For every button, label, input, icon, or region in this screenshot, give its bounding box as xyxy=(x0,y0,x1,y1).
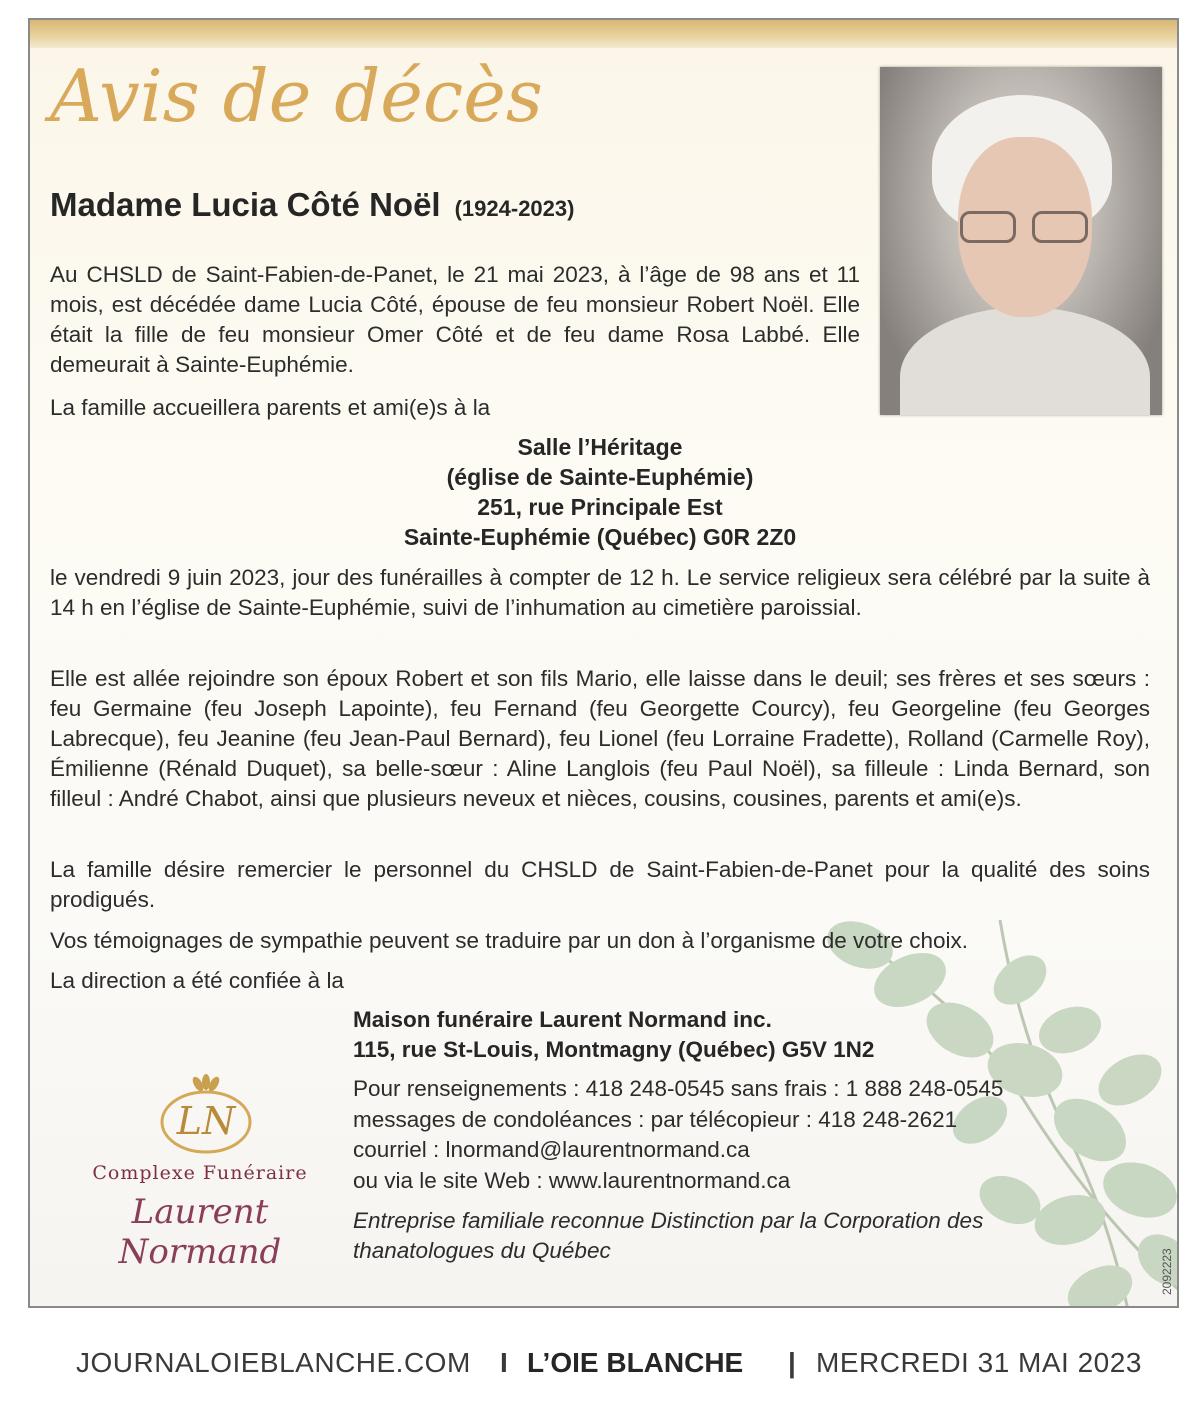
funeral-home-name xyxy=(353,1005,874,1065)
paragraph-funeral-schedule: le vendredi 9 juin 2023, jour des funérailles à compter de 12 h. Le service religieux sera célébré par la suite à 14 h en l’église de Sainte-Euphémie, suivi de l’inhumation au cimetière paroissial. xyxy=(50,565,1150,620)
paragraph-thanks: La famille désire remercier le personnel du CHSLD de Saint-Fabien-de-Panet pour la qualité des soins prodigués. xyxy=(50,857,1150,912)
funeral-home-logo xyxy=(50,1060,350,1272)
paragraph-sympathy: Vos témoignages de sympathie peuvent se traduire par un don à l’organisme de votre choix. xyxy=(50,928,969,953)
tagline-line: thanatologues du Québec xyxy=(353,1238,611,1263)
gold-top-band xyxy=(30,20,1177,48)
tagline-line: Entreprise familiale reconnue Distinction par la Corporation des xyxy=(353,1208,984,1233)
funeral-home-tagline xyxy=(353,1206,983,1266)
portrait-photo xyxy=(880,67,1162,415)
paragraph-survivors: Elle est allée rejoindre son époux Robert et son fils Mario, elle laisse dans le deuil; ses frères et ses sœurs : feu Germaine (feu Joseph Lapointe), feu Fernand (feu Georgette Courcy), feu Georgeline (feu Georges Labrecque), feu Jeanine (feu Jean-Paul Bernard), feu Lionel (feu Lorraine Fradette), Rolland (Carmelle Roy), Émilienne (Rénald Duquet), sa belle-sœur : Aline Langlois (feu Paul Noël), sa filleule : Linda Bernard, son filleul : André Chabot, ainsi que plusieurs neveux et nièces, cousins, cousines, parents et ami(e)s. xyxy=(50,666,1150,811)
contact-phone: Pour renseignements : 418 248-0545 sans frais : 1 888 248-0545 xyxy=(353,1076,1004,1101)
ad-code xyxy=(1160,1248,1174,1308)
footer-date: MERCREDI 31 MAI 2023 xyxy=(816,1347,1142,1378)
deceased-years: (1924-2023) xyxy=(454,196,575,221)
funeral-home-contact xyxy=(353,1074,1003,1196)
venue-line: 251, rue Principale Est xyxy=(477,494,723,520)
venue-line: Sainte-Euphémie (Québec) G0R 2Z0 xyxy=(403,524,797,550)
funeral-home-address: 115, rue St-Louis, Montmagny (Québec) G5V 1N2 xyxy=(353,1037,875,1062)
logo-text-laurent-normand: Laurent Normand xyxy=(118,1192,282,1272)
paragraph-direction: La direction a été confiée à la xyxy=(50,968,344,993)
venue-line: (église de Sainte-Euphémie) xyxy=(446,464,754,490)
obituary-ad xyxy=(28,18,1179,1308)
ln-monogram-icon xyxy=(158,1074,254,1156)
svg-text:LN: LN xyxy=(176,1099,236,1143)
venue-address xyxy=(50,432,1150,552)
footer-website: JOURNALOIEBLANCHE.COM xyxy=(76,1347,471,1378)
footer-separator: I xyxy=(500,1347,508,1378)
footer-separator: | xyxy=(788,1347,796,1378)
footer-paper-name: L’OIE BLANCHE xyxy=(527,1347,744,1378)
logo-text-complexe: Complexe Funéraire xyxy=(92,1162,308,1184)
contact-email: courriel : lnormand@laurentnormand.ca xyxy=(353,1137,750,1162)
ad-code-text: 2092223 xyxy=(1160,1248,1174,1295)
script-title: Avis de décès xyxy=(50,54,543,138)
newspaper-footer xyxy=(0,1343,1200,1385)
paragraph-death-notice: Au CHSLD de Saint-Fabien-de-Panet, le 21 mai 2023, à l’âge de 98 ans et 11 mois, est décédée dame Lucia Côté, épouse de feu monsieur Robert Noël. Elle était la fille de feu monsieur Omer Côté et de feu dame Rosa Labbé. Elle demeurait à Sainte-Euphémie. xyxy=(50,262,860,377)
contact-website: ou via le site Web : www.laurentnormand.ca xyxy=(353,1167,791,1193)
contact-fax: messages de condoléances : par télécopieur : 418 248-2621 xyxy=(353,1106,958,1132)
deceased-fullname: Madame Lucia Côté Noël xyxy=(50,186,441,223)
paragraph-family-welcome: La famille accueillera parents et ami(e)s à la xyxy=(50,395,491,420)
deceased-name xyxy=(50,186,574,224)
funeral-home-title: Maison funéraire Laurent Normand inc. xyxy=(353,1007,772,1032)
venue-line: Salle l’Héritage xyxy=(517,434,683,460)
